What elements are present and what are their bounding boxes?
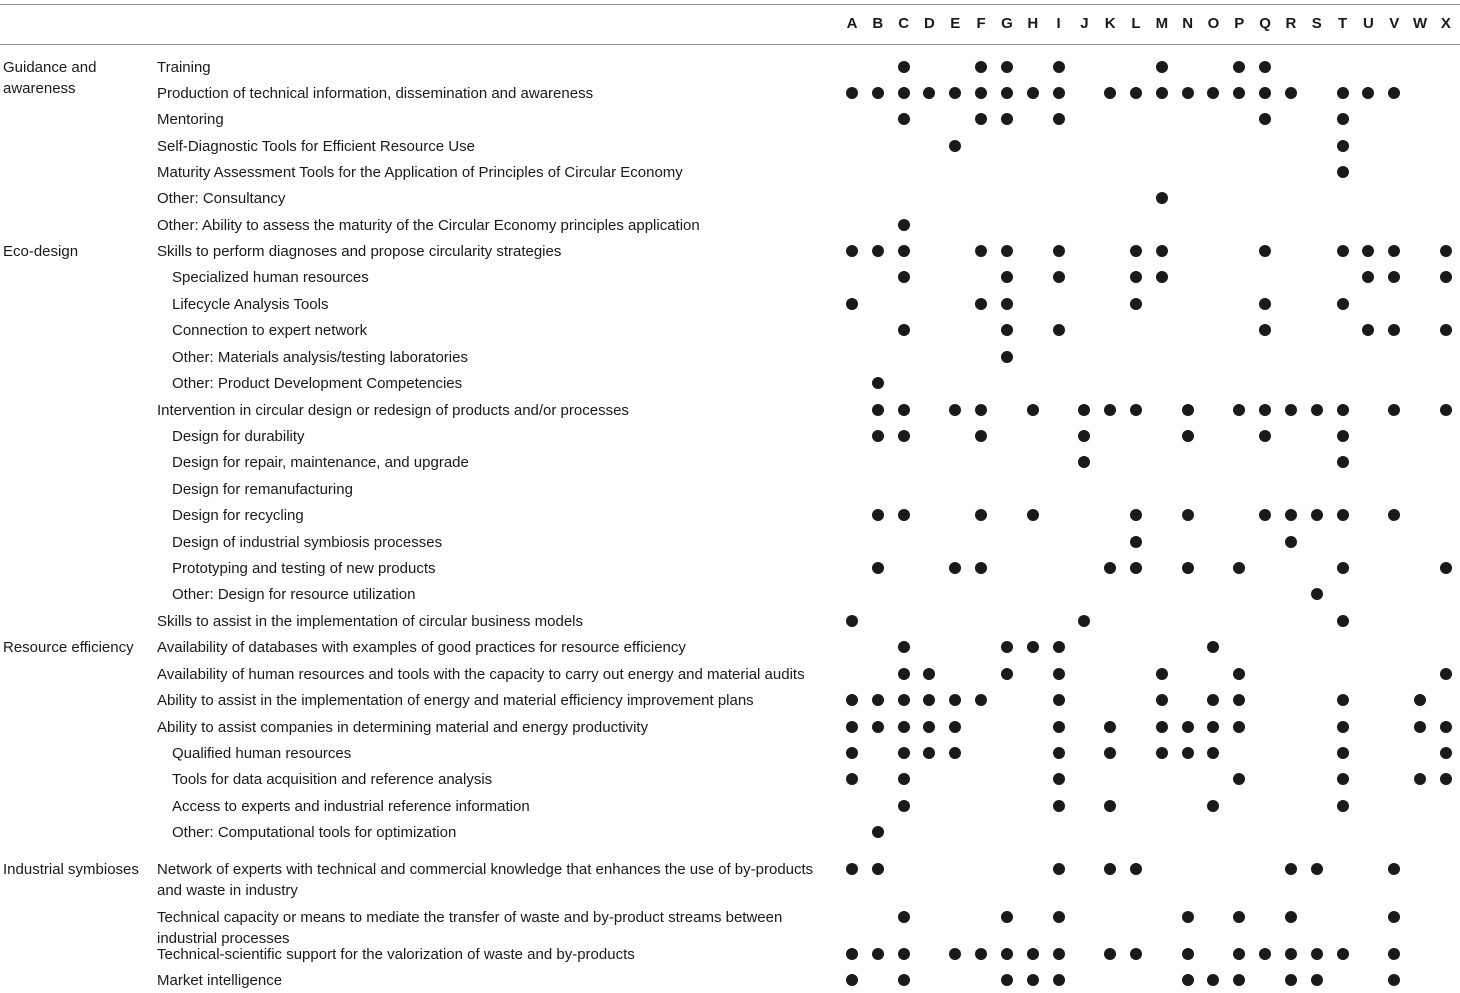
mark-dot <box>975 404 987 416</box>
mark-dot <box>1130 536 1142 548</box>
mark-dot <box>1440 324 1452 336</box>
row-label: Design of industrial symbiosis processes <box>172 534 443 551</box>
mark-dot <box>872 826 884 838</box>
mark-dot <box>898 87 910 99</box>
column-header-q: Q <box>1259 15 1271 32</box>
column-header-w: W <box>1412 15 1428 32</box>
mark-dot <box>1053 773 1065 785</box>
mark-dot <box>1156 747 1168 759</box>
mark-dot <box>1130 509 1142 521</box>
mark-dot <box>1027 641 1039 653</box>
column-header-t: T <box>1337 15 1348 32</box>
mark-dot <box>1285 974 1297 986</box>
mark-dot <box>1440 721 1452 733</box>
column-header-n: N <box>1182 15 1194 32</box>
mark-dot <box>1440 271 1452 283</box>
mark-dot <box>1104 404 1116 416</box>
mark-dot <box>1362 245 1374 257</box>
mark-dot <box>1053 271 1065 283</box>
mark-dot <box>846 694 858 706</box>
mark-dot <box>949 721 961 733</box>
mark-dot <box>1259 404 1271 416</box>
mark-dot <box>1156 694 1168 706</box>
mark-dot <box>1259 113 1271 125</box>
mark-dot <box>1440 747 1452 759</box>
mark-dot <box>872 509 884 521</box>
mark-dot <box>1053 974 1065 986</box>
mark-dot <box>1440 562 1452 574</box>
mark-dot <box>1053 747 1065 759</box>
mark-dot <box>1388 948 1400 960</box>
row-label: Other: Product Development Competencies <box>172 375 463 392</box>
mark-dot <box>1285 948 1297 960</box>
mark-dot <box>1414 694 1426 706</box>
mark-dot <box>1053 641 1065 653</box>
mark-dot <box>846 87 858 99</box>
mark-dot <box>1053 948 1065 960</box>
row-label: Other: Ability to assess the maturity of the Circular Economy principles application <box>157 217 700 234</box>
row-label: Ability to assist in the implementation of energy and material efficiency improvement plans <box>157 692 754 709</box>
mark-dot <box>846 773 858 785</box>
row-label: Specialized human resources <box>172 269 369 286</box>
mark-dot <box>1130 863 1142 875</box>
mark-dot <box>975 694 987 706</box>
mark-dot <box>1156 192 1168 204</box>
mark-dot <box>1104 948 1116 960</box>
mark-dot <box>1001 298 1013 310</box>
mark-dot <box>1182 562 1194 574</box>
mark-dot <box>1285 863 1297 875</box>
mark-dot <box>1027 87 1039 99</box>
mark-dot <box>846 948 858 960</box>
mark-dot <box>898 800 910 812</box>
row-label: Self-Diagnostic Tools for Efficient Resource Use <box>157 138 475 155</box>
mark-dot <box>898 113 910 125</box>
mark-dot <box>1388 245 1400 257</box>
mark-dot <box>1001 245 1013 257</box>
mark-dot <box>949 140 961 152</box>
mark-dot <box>1207 721 1219 733</box>
mark-dot <box>872 245 884 257</box>
column-header-f: F <box>976 15 986 32</box>
row-label: Technical-scientific support for the valorization of waste and by-products <box>157 946 635 963</box>
mark-dot <box>898 668 910 680</box>
mark-dot <box>1233 562 1245 574</box>
mark-dot <box>1078 430 1090 442</box>
mark-dot <box>1001 61 1013 73</box>
row-label: Other: Computational tools for optimization <box>172 824 457 841</box>
row-label: Skills to perform diagnoses and propose circularity strategies <box>157 243 562 260</box>
row-label: Tools for data acquisition and reference analysis <box>172 771 493 788</box>
column-header-d: D <box>924 15 935 32</box>
mark-dot <box>1414 773 1426 785</box>
mark-dot <box>975 948 987 960</box>
mark-dot <box>1233 974 1245 986</box>
mark-dot <box>1259 948 1271 960</box>
mark-dot <box>975 562 987 574</box>
mark-dot <box>1311 404 1323 416</box>
mark-dot <box>898 773 910 785</box>
mark-dot <box>975 430 987 442</box>
mark-dot <box>1027 404 1039 416</box>
mark-dot <box>898 324 910 336</box>
mark-dot <box>1259 509 1271 521</box>
mark-dot <box>949 948 961 960</box>
mark-dot <box>1285 536 1297 548</box>
mark-dot <box>1156 668 1168 680</box>
row-label: Ability to assist companies in determining material and energy productivity <box>157 719 649 736</box>
mark-dot <box>1053 911 1065 923</box>
column-header-m: M <box>1155 15 1169 32</box>
mark-dot <box>1104 562 1116 574</box>
mark-dot <box>1182 430 1194 442</box>
row-label: Design for remanufacturing <box>172 481 353 498</box>
mark-dot <box>872 87 884 99</box>
row-label: Availability of human resources and tools with the capacity to carry out energy and material audits <box>157 666 805 683</box>
mark-dot <box>1001 948 1013 960</box>
mark-dot <box>1388 324 1400 336</box>
mark-dot <box>1182 404 1194 416</box>
mark-dot <box>898 747 910 759</box>
mark-dot <box>1388 911 1400 923</box>
row-label: Skills to assist in the implementation of circular business models <box>157 613 584 630</box>
mark-dot <box>1259 298 1271 310</box>
mark-dot <box>846 721 858 733</box>
mark-dot <box>1388 404 1400 416</box>
row-label: Qualified human resources <box>172 745 352 762</box>
column-header-b: B <box>872 15 884 32</box>
mark-dot <box>846 747 858 759</box>
mark-dot <box>1053 61 1065 73</box>
mark-dot <box>975 298 987 310</box>
mark-dot <box>1362 271 1374 283</box>
mark-dot <box>872 694 884 706</box>
mark-dot <box>1078 615 1090 627</box>
mark-dot <box>898 61 910 73</box>
mark-dot <box>1053 721 1065 733</box>
mark-dot <box>1207 641 1219 653</box>
mark-dot <box>898 430 910 442</box>
mark-dot <box>872 404 884 416</box>
column-header-i: I <box>1056 15 1061 32</box>
mark-dot <box>1001 113 1013 125</box>
mark-dot <box>1440 404 1452 416</box>
row-label: Prototyping and testing of new products <box>172 560 436 577</box>
column-header-c: C <box>898 15 910 32</box>
mark-dot <box>1311 509 1323 521</box>
row-label: Market intelligence <box>157 972 283 989</box>
mark-dot <box>1233 911 1245 923</box>
column-header-a: A <box>846 15 858 32</box>
column-header-l: L <box>1131 15 1141 32</box>
column-header-e: E <box>950 15 961 32</box>
mark-dot <box>1233 694 1245 706</box>
category-label: Guidance and awareness <box>3 59 97 97</box>
top-rule <box>0 4 1460 5</box>
mark-dot <box>1182 509 1194 521</box>
mark-dot <box>1001 324 1013 336</box>
mark-dot <box>1337 166 1349 178</box>
mark-dot <box>1130 87 1142 99</box>
mark-dot <box>949 694 961 706</box>
mark-dot <box>949 747 961 759</box>
mark-dot <box>923 721 935 733</box>
mark-dot <box>1130 948 1142 960</box>
mark-dot <box>1130 404 1142 416</box>
mark-dot <box>1182 721 1194 733</box>
mark-dot <box>1156 87 1168 99</box>
row-label: Availability of databases with examples of good practices for resource efficiency <box>157 639 686 656</box>
row-label: Other: Materials analysis/testing laboratories <box>172 349 468 366</box>
mark-dot <box>898 974 910 986</box>
mark-dot <box>1440 245 1452 257</box>
mark-dot <box>898 245 910 257</box>
column-header-s: S <box>1311 15 1322 32</box>
mark-dot <box>949 562 961 574</box>
category-label: Resource efficiency <box>3 639 134 656</box>
mark-dot <box>1337 113 1349 125</box>
mark-dot <box>898 404 910 416</box>
mark-dot <box>1130 562 1142 574</box>
row-label: Network of experts with technical and commercial knowledge that enhances the use of by-products and waste in industry <box>157 861 814 899</box>
mark-dot <box>1233 61 1245 73</box>
mark-dot <box>898 948 910 960</box>
mark-dot <box>1207 800 1219 812</box>
mark-dot <box>898 694 910 706</box>
mark-dot <box>1053 87 1065 99</box>
mark-dot <box>1440 668 1452 680</box>
mark-dot <box>1311 948 1323 960</box>
column-header-h: H <box>1027 15 1039 32</box>
mark-dot <box>1001 271 1013 283</box>
mark-dot <box>898 641 910 653</box>
mark-dot <box>872 377 884 389</box>
mark-dot <box>1182 948 1194 960</box>
mark-dot <box>1053 668 1065 680</box>
row-label: Design for durability <box>172 428 305 445</box>
mark-dot <box>1337 509 1349 521</box>
mark-dot <box>1337 404 1349 416</box>
mark-dot <box>1285 509 1297 521</box>
mark-dot <box>1182 911 1194 923</box>
mark-dot <box>949 87 961 99</box>
mark-dot <box>1337 87 1349 99</box>
mark-dot <box>846 245 858 257</box>
mark-dot <box>1285 911 1297 923</box>
row-label: Design for repair, maintenance, and upgrade <box>172 454 469 471</box>
row-label: Access to experts and industrial reference information <box>172 798 530 815</box>
row-label: Maturity Assessment Tools for the Application of Principles of Circular Economy <box>157 164 683 181</box>
mark-dot <box>1259 61 1271 73</box>
row-label: Training <box>157 59 211 76</box>
row-label: Other: Design for resource utilization <box>172 586 416 603</box>
mark-dot <box>1362 87 1374 99</box>
mark-dot <box>1311 974 1323 986</box>
mark-dot <box>975 87 987 99</box>
mark-dot <box>898 911 910 923</box>
mark-dot <box>1337 721 1349 733</box>
row-label: Mentoring <box>157 111 224 128</box>
mark-dot <box>1233 87 1245 99</box>
header-rule <box>0 44 1460 45</box>
mark-dot <box>923 694 935 706</box>
mark-dot <box>1233 721 1245 733</box>
category-label: Eco-design <box>3 243 79 260</box>
mark-dot <box>1053 245 1065 257</box>
mark-dot <box>1001 974 1013 986</box>
mark-dot <box>1259 87 1271 99</box>
row-label: Other: Consultancy <box>157 190 286 207</box>
mark-dot <box>1104 747 1116 759</box>
mark-dot <box>1027 974 1039 986</box>
mark-dot <box>923 87 935 99</box>
mark-dot <box>1337 800 1349 812</box>
mark-dot <box>1130 271 1142 283</box>
mark-dot <box>1001 668 1013 680</box>
column-header-j: J <box>1080 15 1089 32</box>
row-label: Design for recycling <box>172 507 304 524</box>
mark-dot <box>1053 800 1065 812</box>
column-header-r: R <box>1285 15 1297 32</box>
mark-dot <box>1156 271 1168 283</box>
mark-dot <box>1104 721 1116 733</box>
mark-dot <box>898 219 910 231</box>
column-header-v: V <box>1389 15 1400 32</box>
mark-dot <box>1337 694 1349 706</box>
mark-dot <box>1285 404 1297 416</box>
mark-dot <box>1156 61 1168 73</box>
mark-dot <box>1182 87 1194 99</box>
mark-dot <box>1130 298 1142 310</box>
mark-dot <box>1182 747 1194 759</box>
mark-dot <box>975 61 987 73</box>
column-header-k: K <box>1104 15 1116 32</box>
mark-dot <box>872 948 884 960</box>
mark-dot <box>1337 562 1349 574</box>
mark-dot <box>1053 694 1065 706</box>
mark-dot <box>1207 694 1219 706</box>
mark-dot <box>1388 974 1400 986</box>
mark-dot <box>1337 298 1349 310</box>
mark-dot <box>1337 773 1349 785</box>
mark-dot <box>1388 509 1400 521</box>
row-label: Connection to expert network <box>172 322 368 339</box>
mark-dot <box>1053 324 1065 336</box>
mark-dot <box>1233 404 1245 416</box>
mark-dot <box>1053 113 1065 125</box>
column-header-o: O <box>1207 15 1220 32</box>
mark-dot <box>1078 456 1090 468</box>
mark-dot <box>1001 641 1013 653</box>
mark-dot <box>1233 948 1245 960</box>
mark-dot <box>1285 87 1297 99</box>
column-header-g: G <box>1001 15 1013 32</box>
mark-dot <box>846 974 858 986</box>
mark-dot <box>846 615 858 627</box>
mark-dot <box>1337 140 1349 152</box>
mark-dot <box>1053 863 1065 875</box>
mark-dot <box>846 298 858 310</box>
mark-dot <box>898 509 910 521</box>
category-label: Industrial symbioses <box>3 861 139 878</box>
row-label: Lifecycle Analysis Tools <box>172 296 329 313</box>
mark-dot <box>1337 948 1349 960</box>
column-header-x: X <box>1440 15 1451 32</box>
mark-dot <box>1027 509 1039 521</box>
row-label: Production of technical information, dissemination and awareness <box>157 85 594 102</box>
mark-dot <box>1156 721 1168 733</box>
row-label: Intervention in circular design or redesign of products and/or processes <box>157 402 629 419</box>
mark-dot <box>1104 87 1116 99</box>
row-label: Technical capacity or means to mediate the transfer of waste and by-product streams between industrial processes <box>157 909 783 947</box>
mark-dot <box>1001 87 1013 99</box>
mark-dot <box>1311 588 1323 600</box>
mark-dot <box>1207 747 1219 759</box>
mark-dot <box>846 863 858 875</box>
mark-dot <box>1337 456 1349 468</box>
mark-dot <box>872 863 884 875</box>
mark-dot <box>1001 911 1013 923</box>
mark-dot <box>1104 863 1116 875</box>
mark-dot <box>1207 974 1219 986</box>
mark-dot <box>1207 87 1219 99</box>
mark-dot <box>1388 863 1400 875</box>
mark-dot <box>1388 271 1400 283</box>
mark-dot <box>1440 773 1452 785</box>
mark-dot <box>975 113 987 125</box>
mark-dot <box>1259 324 1271 336</box>
mark-dot <box>1362 324 1374 336</box>
mark-dot <box>949 404 961 416</box>
mark-dot <box>1001 351 1013 363</box>
mark-dot <box>1104 800 1116 812</box>
mark-dot <box>923 747 935 759</box>
mark-dot <box>975 509 987 521</box>
mark-dot <box>1259 245 1271 257</box>
mark-dot <box>923 668 935 680</box>
column-header-p: P <box>1234 15 1245 32</box>
mark-dot <box>1388 87 1400 99</box>
mark-dot <box>1337 430 1349 442</box>
mark-dot <box>872 430 884 442</box>
mark-dot <box>898 721 910 733</box>
mark-dot <box>1337 615 1349 627</box>
mark-dot <box>1027 948 1039 960</box>
mark-dot <box>1078 404 1090 416</box>
mark-dot <box>872 562 884 574</box>
mark-dot <box>975 245 987 257</box>
column-header-u: U <box>1362 15 1374 32</box>
mark-dot <box>1233 668 1245 680</box>
mark-dot <box>1414 721 1426 733</box>
mark-dot <box>1130 245 1142 257</box>
mark-dot <box>1337 747 1349 759</box>
mark-dot <box>898 271 910 283</box>
mark-dot <box>1337 245 1349 257</box>
mark-dot <box>872 721 884 733</box>
mark-dot <box>1259 430 1271 442</box>
mark-dot <box>1311 863 1323 875</box>
mark-dot <box>1233 773 1245 785</box>
mark-dot <box>1156 245 1168 257</box>
mark-dot <box>1182 974 1194 986</box>
